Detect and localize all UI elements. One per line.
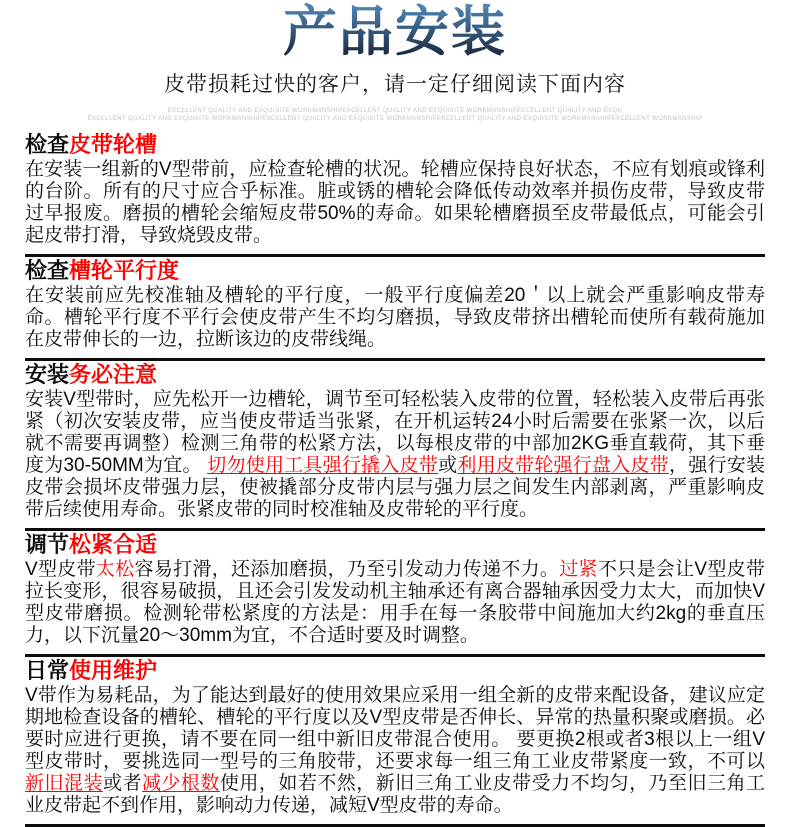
document-section [25, 361, 765, 531]
section-heading [25, 133, 765, 157]
emphasis-text: 利用皮带轮强行盘入皮带 [457, 455, 670, 476]
document-section [25, 531, 765, 657]
page-title: 产品安装 [0, 2, 790, 62]
section-heading [25, 363, 765, 387]
section-body [25, 559, 765, 647]
document-section [25, 131, 765, 257]
section-heading [25, 259, 765, 283]
section-heading [25, 659, 765, 683]
product-installation-document [0, 2, 790, 816]
body-text: 容易打滑，还添加磨损，乃至引发动力传递不力。 [134, 559, 560, 580]
emphasis-text: 过紧 [559, 559, 598, 580]
section-body [25, 285, 765, 351]
document-section [25, 257, 765, 361]
section-heading-topic: 皮带轮槽 [69, 132, 158, 157]
section-heading-topic: 务必注意 [69, 362, 158, 387]
emphasis-text: 新旧混装 [25, 773, 103, 794]
body-text: 在安装前应先校准轴及槽轮的平行度，一般平行度偏差20＇以上就会严重影响皮带寿命。槽轮平行度不平行会使皮带产生不均匀磨损，导致皮带挤出槽轮而使所有载荷施加在皮带伸长的一边，拉断该边的皮带线绳。 [25, 285, 765, 350]
watermark [0, 107, 790, 123]
watermark-line-1: EXCELLENT QUALITY AND EXQUISITE WORKMANSHIPEXCELLENT QUALITY AND EXQUISITE WORKMANSHIPEXCELLENT QUALITY AND EXQU [167, 108, 623, 114]
section-heading-topic: 使用维护 [69, 658, 158, 683]
section-heading-prefix: 安装 [25, 362, 70, 387]
section-heading-topic: 松紧合适 [69, 532, 158, 557]
emphasis-text: 减少根数 [141, 773, 220, 794]
emphasis-text: 太松 [95, 559, 135, 580]
body-text: 安装V型带时，应先松开一边槽轮，调节至可轻松装入皮带的位置，轻松装入皮带后再张紧（初次安装皮带，应当使皮带适当张紧，在开机运转24小时后需要在张紧一次，以后就不需要再调整）检测三角带的松紧方法，以每根皮带的中部加2KG垂直载荷，其下垂度为30-50MM为宜。 [25, 389, 765, 476]
section-body [25, 685, 765, 817]
section-heading-prefix: 日常 [25, 658, 70, 683]
section-body [25, 159, 765, 247]
page-subtitle: 皮带损耗过快的客户，请一定仔细阅读下面内容 [164, 73, 626, 96]
body-text: 在安装一组新的V型带前，应检查轮槽的状况。轮槽应保持良好状态，不应有划痕或锋利的台阶。所有的尺寸应合乎标准。脏或锈的槽轮会降低传动效率并损伤皮带，导致皮带过早报废。磨损的槽轮会缩短皮带50%的寿命。如果轮槽磨损至皮带最低点，可能会引起皮带打滑，导致烧毁皮带。 [25, 159, 765, 246]
section-heading-prefix: 调节 [25, 532, 70, 557]
emphasis-text: 切勿使用工具强行撬入皮带 [207, 455, 439, 476]
sections-container [25, 131, 765, 827]
body-text: 使用，如若不然，新旧三角工业皮带受力不均匀，乃至旧三角工业皮带起不到作用，影响动力传递，减短V型皮带的寿命。 [25, 773, 765, 816]
section-heading-prefix: 检查 [25, 132, 70, 157]
document-section [25, 657, 765, 827]
body-text: V型皮带 [25, 559, 96, 580]
body-text: 或 [438, 455, 458, 476]
body-text: 不只是会让V型皮带拉长变形，很容易破损，且还会引发发动机主轴承还有离合器轴承因受力太大，而加快V型皮带磨损。检测轮带松紧度的方法是：用手在每一条胶带中间施加大约2kg的垂直压力，以下沉量20～30mm为宜，不合适时要及时调整。 [25, 559, 765, 646]
body-text: V带作为易耗品，为了能达到最好的使用效果应采用一组全新的皮带来配设备，建议应定期地检查设备的槽轮、槽轮的平行度以及V型皮带是否伸长、异常的热量积聚或磨损。必要时应进行更换，请不要在同一组中新旧皮带混合使用。 要更换2根或者3根以上一组V型皮带时，要挑选同一型号的三角胶带，还要求每一组三角工业皮带紧度一致，不可以 [25, 685, 765, 772]
body-text: ，强行安装皮带会损坏皮带强力层，使被撬部分皮带内层与强力层之间发生内部剥离，严重影响皮带后续使用寿命。张紧皮带的同时校准轴及皮带轮的平行度。 [25, 455, 765, 520]
section-heading [25, 533, 765, 557]
body-text: 或者 [102, 773, 142, 794]
watermark-line-2: EXCELLENT QUALITY AND EXQUISITE WORKMANSHIPEXCELLENT QUALITY AND EXQUISITE WORKMANSHIPEXCELLENT QUALITY AND EXQUISITE WORKMANSHIPEXCELLENT WORKMANSHIP [87, 116, 703, 122]
section-heading-topic: 槽轮平行度 [69, 258, 180, 283]
section-body [25, 389, 765, 521]
section-heading-prefix: 检查 [25, 258, 70, 283]
